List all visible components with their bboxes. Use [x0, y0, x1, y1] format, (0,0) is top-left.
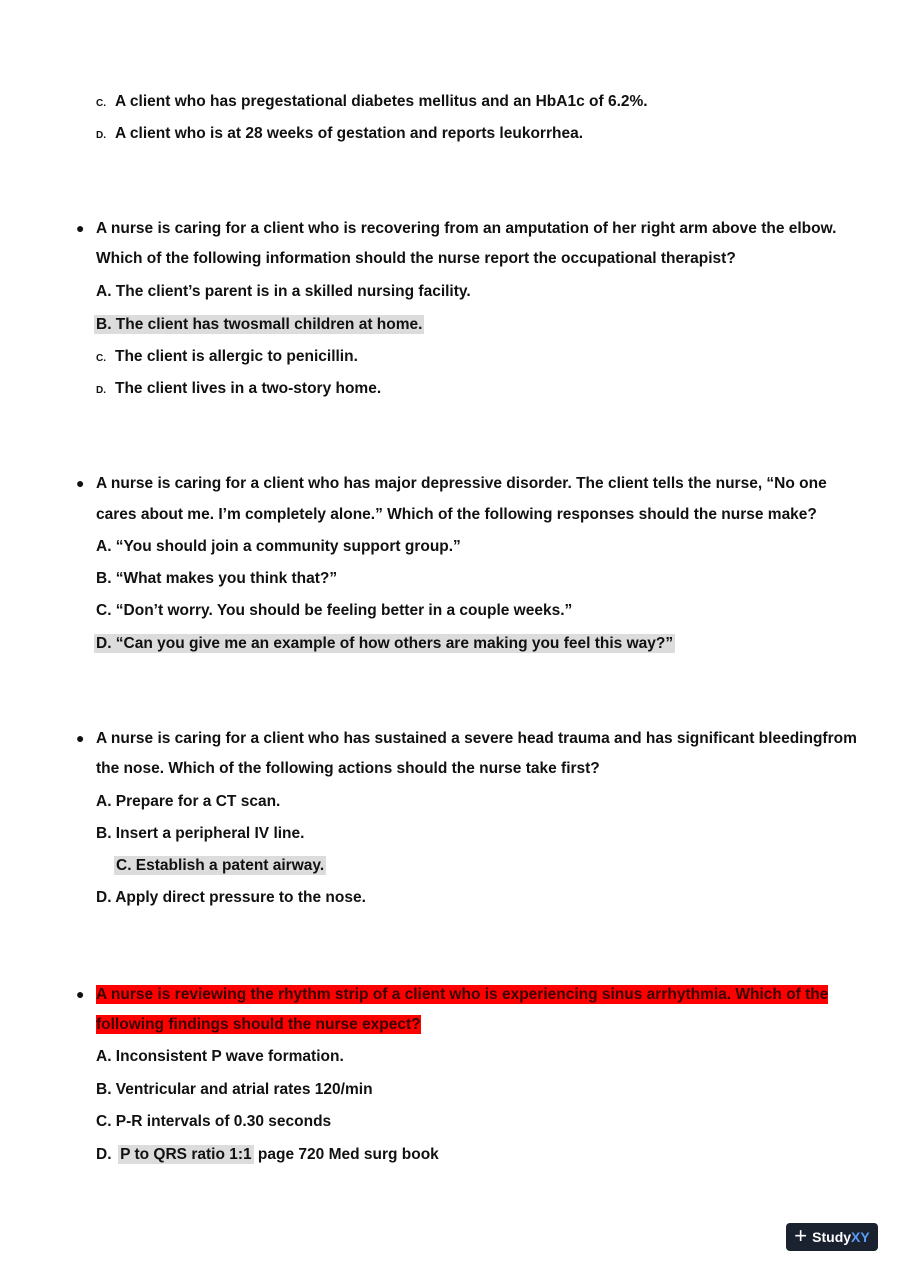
question-stem — [96, 1015, 421, 1035]
bullet-icon: ● — [76, 986, 85, 1002]
option-b: B. Ventricular and atrial rates 120/min — [96, 1081, 373, 1098]
answer-highlight: C. Establish a patent airway. — [116, 857, 325, 874]
option-c — [116, 856, 326, 876]
brand-name: StudyXY — [812, 1229, 870, 1245]
option-c: C. The client is allergic to penicillin. — [96, 348, 358, 365]
stem-highlight: A nurse is reviewing the rhythm strip of a client who is experiencing sinus arrhythmia. Which of the — [96, 986, 829, 1003]
question-stem: the nose. Which of the following actions should the nurse take first? — [96, 760, 600, 777]
question-stem — [96, 985, 828, 1005]
option-d: D. P to QRS ratio 1:1 page 720 Med surg book — [96, 1146, 439, 1163]
question-stem: A nurse is caring for a client who has sustained a severe head trauma and has significant bleedingfrom — [96, 730, 857, 747]
bullet-icon: ● — [76, 730, 85, 746]
plus-icon: + — [794, 1223, 808, 1248]
option-d: D. The client lives in a two-story home. — [96, 380, 382, 397]
option-a: A. The client’s parent is in a skilled nursing facility. — [96, 283, 471, 300]
question-stem: A nurse is caring for a client who is recovering from an amputation of her right arm above the elbow. — [96, 220, 837, 237]
option-a: A. “You should join a community support group.” — [96, 538, 461, 555]
option-a: A. Prepare for a CT scan. — [96, 793, 281, 810]
option-b: B. Insert a peripheral IV line. — [96, 825, 305, 842]
question-stem: cares about me. I’m completely alone.” Which of the following responses should the nurse make? — [96, 506, 817, 523]
answer-highlight: D. “Can you give me an example of how others are making you feel this way?” — [96, 635, 674, 652]
option-a: A. Inconsistent P wave formation. — [96, 1048, 344, 1065]
bullet-icon: ● — [76, 475, 85, 491]
option-b — [96, 315, 424, 335]
question-stem: Which of the following information should the nurse report the occupational therapist? — [96, 250, 736, 267]
option-d — [96, 634, 675, 654]
option-d: D. A client who is at 28 weeks of gestation and reports leukorrhea. — [96, 125, 583, 142]
question-stem: A nurse is caring for a client who has major depressive disorder. The client tells the nurse, “No one — [96, 475, 827, 492]
bullet-icon: ● — [76, 220, 85, 236]
answer-highlight: B. The client has twosmall children at home. — [96, 316, 423, 333]
studyxy-logo[interactable] — [786, 1223, 878, 1251]
option-b: B. “What makes you think that?” — [96, 570, 338, 587]
answer-highlight: P to QRS ratio 1:1 — [120, 1146, 252, 1163]
option-c: C. “Don’t worry. You should be feeling better in a couple weeks.” — [96, 602, 573, 619]
stem-highlight: following findings should the nurse expect? — [96, 1016, 421, 1033]
option-c: C. P-R intervals of 0.30 seconds — [96, 1113, 332, 1130]
option-c: C. A client who has pregestational diabetes mellitus and an HbA1c of 6.2%. — [96, 93, 648, 110]
option-d: D. Apply direct pressure to the nose. — [96, 889, 366, 906]
